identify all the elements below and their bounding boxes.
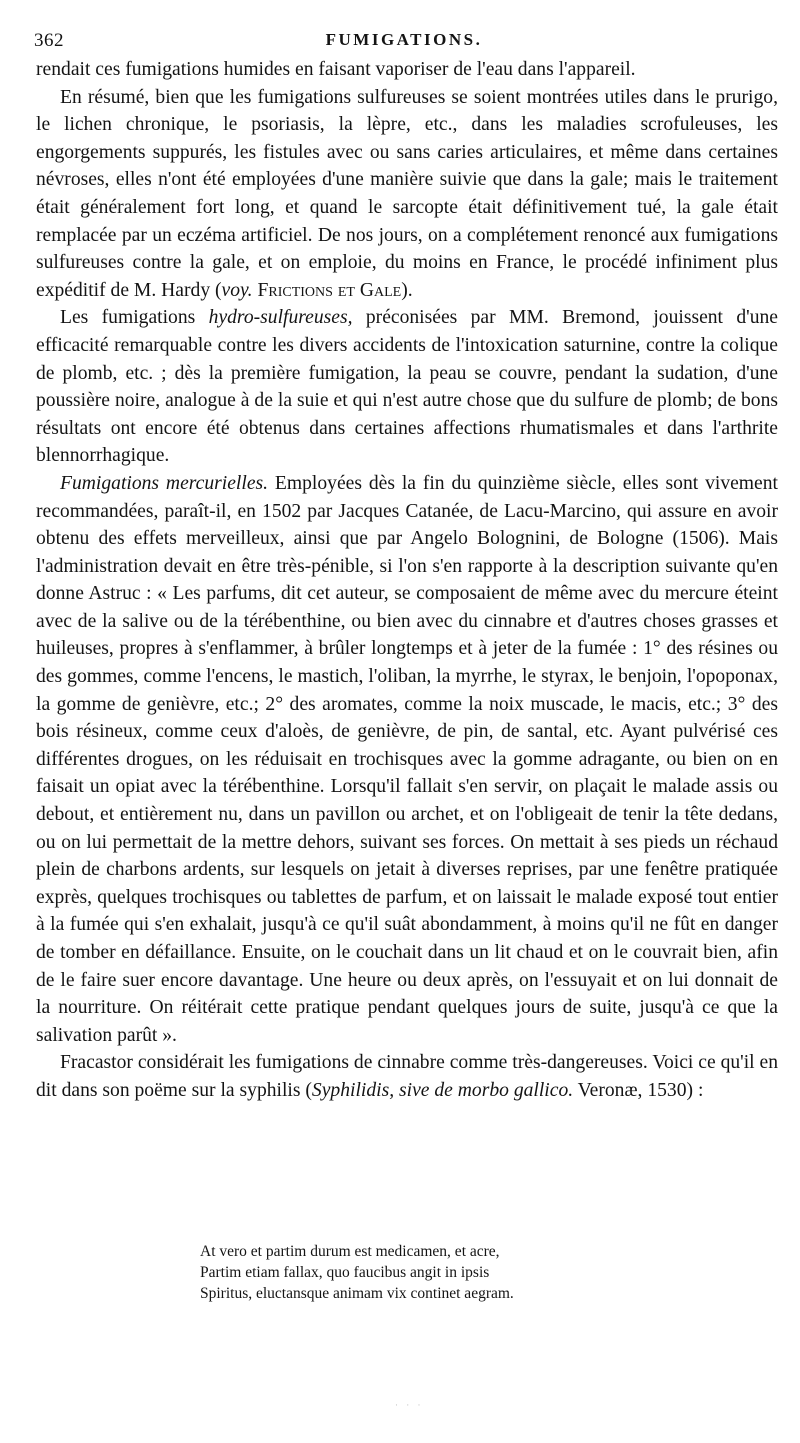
paragraph-text: Veronæ, 1530) : — [573, 1079, 704, 1101]
paragraph-summary — [36, 84, 778, 305]
page-number: 362 — [34, 30, 64, 51]
paragraph-text: rendait ces fumigations humides en faisant vaporiser de l'eau dans l'appareil. — [36, 59, 636, 80]
paragraph-hydro-sulfureuses — [36, 304, 778, 470]
reference-voy: voy. — [221, 279, 253, 301]
paragraph-text: ). — [401, 279, 413, 301]
verse-line: At vero et partim durum est medicamen, et acre, — [200, 1243, 500, 1260]
cross-reference: Frictions et Gale — [257, 279, 402, 301]
running-title: FUMIGATIONS. — [325, 30, 483, 49]
latin-verse-quote — [200, 1241, 760, 1304]
paragraph-text: Les fumigations — [60, 307, 209, 329]
italic-term: hydro-sulfureuses, — [208, 307, 353, 329]
verse-line: Partim etiam fallax, quo faucibus angit in ipsis — [200, 1264, 490, 1281]
paragraph-text: Employées dès la fin du quinzième siècle, elles sont vivement recommandées, paraît-il, en 1502 par Jacques Catanée, de Lacu-Marcino, qui assure en avoir obtenu des effets merveilleux, ainsi que par Angelo Bolognini, de Bologne (1506). Mais l'administration devait en être très-pénible, si l'on s'en rapporte à la description suivante qu'en donne Astruc : « Les parfums, dit cet auteur, se composaient de même avec du mercure éteint avec de la salive ou de la térébenthine, ou bien avec du cinnabre et d'autres choses grasses et huileuses, propres à s'enflammer, à brûler longtemps et à jeter de la fumée : 1° des résines ou des gommes, comme l'encens, le mastich, l'oliban, la myrrhe, le styrax, le benjoin, l'opoponax, la gomme de genièvre, etc.; 2° des aromates, comme la noix muscade, le macis, etc.; 3° des bois résineux, comme ceux d'aloès, de genièvre, de pin, de santal, etc. Ayant pulvérisé ces différentes drogues, on les réduisait en trochisques avec la gomme adragante, ou bien on en faisait un opiat avec la térébenthine. Lorsqu'il fallait s'en servir, on plaçait le malade assis ou debout, et entièrement nu, dans un pavillon ou archet, et on l'obligeait de tenir la tête dedans, ou on lui permettait de la mettre dehors, suivant ses forces. On mettait à ses pieds un réchaud plein de charbons ardents, sur lesquels on jetait à diverses reprises, par une fenêtre pratiquée exprès, quelques trochisques ou tablettes de parfum, et on laissait le malade exposé tout entier à la fumée qui s'en exhalait, jusqu'à ce qu'il suât abondamment, à moins qu'il ne fût en danger de tomber en défaillance. Ensuite, on le couchait dans un lit chaud et on le couvrait bien, afin de le faire suer encore davantage. Une heure ou deux après, on l'essuyait et on lui donnait de la nourriture. On réitérait cette pratique pendant quelques jours de suite, jusqu'à ce que la salivation parût ». — [36, 472, 778, 1046]
paragraph-fracastor — [36, 1049, 778, 1104]
body-text — [36, 56, 778, 1105]
paragraph-continuation — [36, 56, 778, 84]
section-heading-italic: Fumigations mercurielles. — [60, 472, 269, 494]
paragraph-text: préconisées par MM. Bremond, jouissent d'une efficacité remarquable contre les divers accidents de l'intoxication saturnine, contre la colique de plomb, etc. ; dès la première fumigation, la peau se couvre, pendant la sudation, d'une poussière noire, analogue à de la suie et qui n'est autre chose que du sulfure de plomb; de bons résultats ont encore été obtenus dans certaines affections rhumatismales et dans l'arthrite blennorrhagique. — [36, 307, 778, 467]
paragraph-text: Fracastor considérait les fumigations de cinnabre comme très-dangereuses. Voici ce qu'il en dit dans son poëme sur la syphilis ( — [36, 1052, 778, 1101]
paragraph-mercurielles — [36, 470, 778, 1049]
paragraph-text: En résumé, bien que les fumigations sulfureuses se soient montrées utiles dans le prurigo, le lichen chronique, le psoriasis, la lèpre, etc., dans les maladies scrofuleuses, les engorgements suppurés, les fistules avec ou sans caries articulaires, et même dans certaines névroses, elles n'ont été employées d'une manière suivie que dans la gale; mais le traitement était généralement fort long, et quand le sarcopte était définitivement tué, la gale était remplacée par un eczéma artificiel. De nos jours, on a complétement renoncé aux fumigations sulfureuses contre la gale, et on emploie, du moins en France, le procédé infiniment plus expéditif de M. Hardy ( — [36, 86, 778, 301]
italic-title: Syphilidis, sive de morbo gallico. — [311, 1079, 574, 1101]
page-header — [34, 30, 774, 56]
verse-line: Spiritus, eluctansque animam vix continet aegram. — [200, 1285, 514, 1302]
bottom-smudge: · · · — [395, 1400, 424, 1410]
